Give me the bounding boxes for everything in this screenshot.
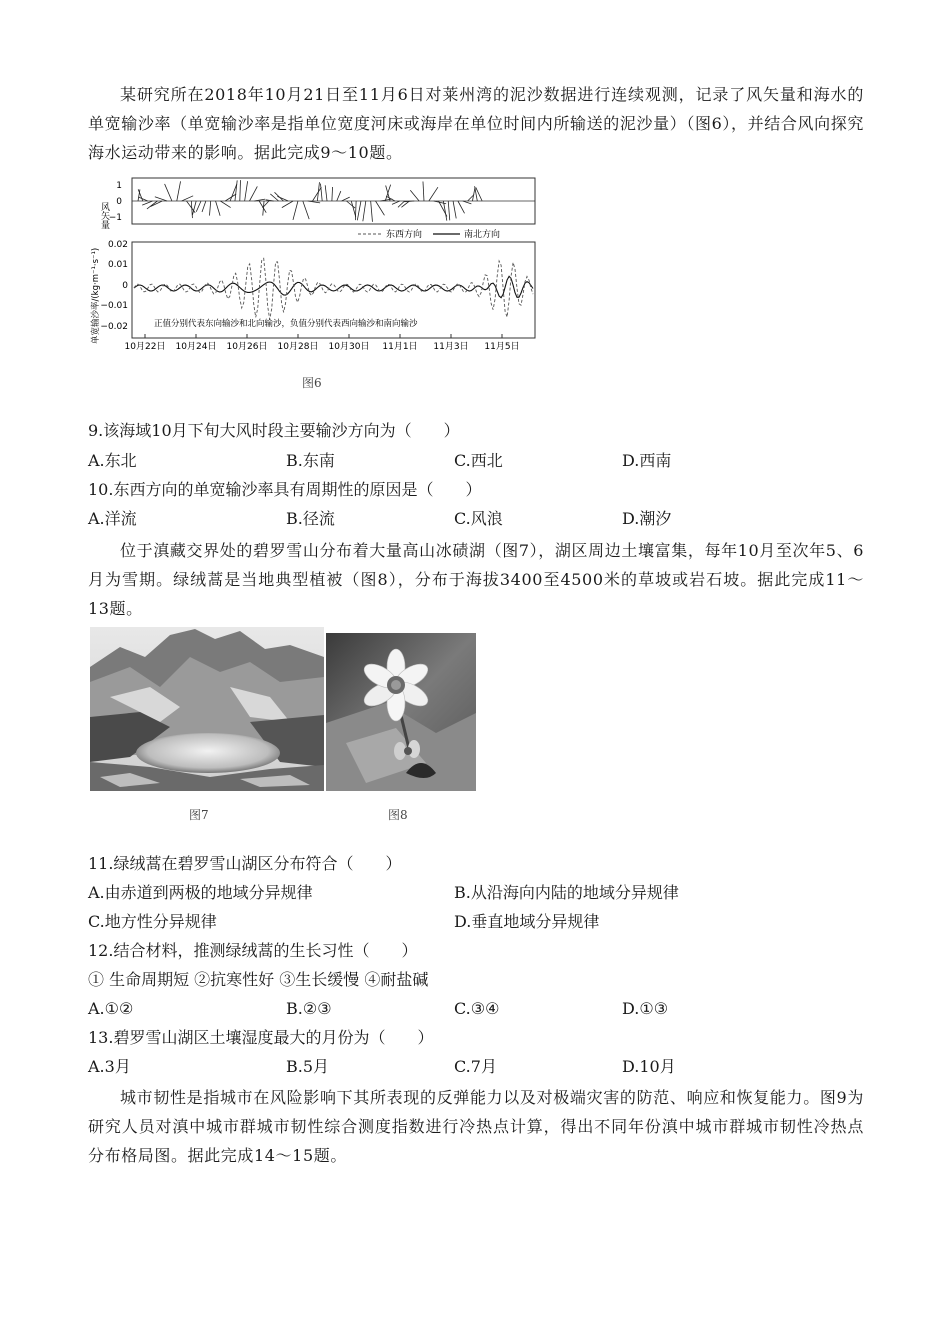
- q10-option-a: A.洋流: [88, 509, 137, 528]
- wind-vector: [463, 201, 472, 204]
- wind-vector: [472, 188, 474, 201]
- wind-vector: [177, 181, 181, 201]
- q9-option-a: A.东北: [88, 451, 137, 470]
- wind-vector: [142, 201, 152, 205]
- wind-vector: [220, 201, 230, 208]
- sediment-y-label: 单宽输沙率/(kg·m⁻¹·s⁻¹): [91, 247, 101, 344]
- wind-vector: [282, 201, 293, 208]
- wind-vector: [355, 201, 356, 220]
- wind-vector: [165, 184, 172, 201]
- x-axis-ticks: [125, 334, 520, 352]
- wind-vector: [423, 181, 424, 201]
- wind-vector: [216, 201, 221, 216]
- q12-option-a: A.①②: [88, 999, 134, 1018]
- wind-vector: [342, 197, 350, 201]
- wind-vector: [259, 201, 266, 213]
- wind-vector: [320, 184, 322, 201]
- wind-vector: [448, 201, 450, 220]
- wind-vector: [147, 201, 157, 209]
- wind-vector: [245, 181, 248, 201]
- q13-option-d: D.10月: [622, 1057, 676, 1076]
- q9-option-d: D.西南: [622, 451, 672, 470]
- wind-vector: [191, 201, 192, 218]
- figure-6-caption: 图6: [302, 376, 322, 390]
- q10-option-b: B.径流: [286, 509, 335, 528]
- figure-7-photo: [90, 627, 324, 795]
- q12-option-c: C.③④: [454, 999, 500, 1018]
- wind-vector: [410, 190, 419, 201]
- figure-8-caption: 图8: [388, 808, 408, 822]
- wind-vector: [392, 201, 400, 204]
- wind-vector: [398, 201, 405, 207]
- flower-photo: [326, 633, 476, 791]
- x-tick-label: 11月5日: [484, 342, 520, 352]
- sed-tick-2: 0.01: [107, 260, 128, 270]
- wind-vector: [453, 201, 456, 218]
- lake-photo: [90, 627, 324, 791]
- wind-vector: [429, 187, 438, 201]
- wind-vector: [202, 201, 206, 212]
- wind-vector: [376, 201, 385, 215]
- q11-option-c: C.地方性分异规律: [88, 912, 217, 931]
- q12-option-d: D.①③: [622, 999, 669, 1018]
- question-12-items: ① 生命周期短 ②抗寒性好 ③生长缓慢 ④耐盐碱: [88, 970, 429, 989]
- q9-option-c: C.西北: [454, 451, 503, 470]
- wind-vector: [371, 201, 373, 222]
- wind-tick-1: 1: [116, 181, 122, 191]
- sed-tick-3: 0: [122, 281, 128, 291]
- wind-vector: [317, 182, 319, 201]
- question-9-stem: 9.该海域10月下旬大风时段主要输沙方向为（ ）: [88, 421, 460, 440]
- wind-vector: [138, 197, 147, 201]
- intro-paragraph-1: 某研究所在2018年10月21日至11月6日对莱州湾的泥沙数据进行连续观测，记录了风矢量和海水的单宽输沙率（单宽输沙率是指单位宽度河床或海岸在单位时间内所输送的泥沙量）（图6），并结合风向探究海水运动带来的影响。据此完成9～10题。: [88, 85, 864, 162]
- question-12-stem: 12.结合材料，推测绿绒蒿的生长习性（ ）: [88, 941, 418, 960]
- figure-7-caption: 图7: [189, 808, 209, 822]
- question-13-stem: 13.碧罗雪山湖区土壤湿度最大的月份为（ ）: [88, 1028, 434, 1047]
- x-tick-label: 10月28日: [277, 342, 319, 352]
- sed-tick-1: 0.02: [107, 240, 128, 250]
- wind-vector: [386, 196, 395, 201]
- wind-vector: [275, 192, 284, 201]
- x-tick-label: 11月3日: [433, 342, 469, 352]
- wind-tick-neg1: −1: [108, 213, 122, 223]
- figure-6: [90, 176, 540, 360]
- sign-convention-note: 正值分别代表东向输沙和北向输沙，负值分别代表西向输沙和南向输沙: [154, 319, 418, 329]
- series-north-south: [134, 276, 533, 297]
- sed-tick-4: −0.01: [100, 301, 128, 311]
- wind-vector: [458, 201, 465, 213]
- wind-vector: [155, 197, 167, 201]
- wind-vector: [325, 185, 327, 201]
- q10-option-c: C.风浪: [454, 509, 503, 528]
- sed-tick-5: −0.02: [100, 322, 128, 332]
- figure-6-chart: [90, 176, 540, 356]
- wind-vector: [235, 180, 237, 201]
- legend-ew-label: 东西方向: [386, 230, 423, 240]
- wind-vector: [351, 201, 356, 217]
- wind-vector: [240, 180, 241, 201]
- wind-vector: [357, 201, 361, 220]
- wind-vector: [332, 187, 333, 201]
- wind-vector: [182, 196, 194, 201]
- wind-vector: [313, 187, 322, 201]
- wind-vector: [196, 201, 201, 212]
- wind-vector: [363, 201, 366, 221]
- wind-vector: [337, 191, 341, 201]
- x-tick-label: 11月1日: [382, 342, 418, 352]
- wind-vector: [346, 201, 355, 208]
- q13-option-a: A.3月: [88, 1057, 131, 1076]
- x-tick-label: 10月30日: [328, 342, 370, 352]
- wind-y-label: 风矢量: [99, 202, 109, 229]
- q13-option-c: C.7月: [454, 1057, 497, 1076]
- q12-option-b: B.②③: [286, 999, 332, 1018]
- legend-ns-label: 南北方向: [464, 230, 501, 240]
- x-tick-label: 10月24日: [175, 342, 217, 352]
- intro-paragraph-3: 城市韧性是指城市在风险影响下其所表现的反弹能力以及对极端灾害的防范、响应和恢复能力。图9为研究人员对滇中城市群城市韧性综合测度指数进行冷热点计算，得出不同年份滇中城市群城市韧性冷热点分布格局图。据此完成14～15题。: [88, 1088, 864, 1165]
- x-tick-label: 10月26日: [226, 342, 268, 352]
- q11-option-d: D.垂直地域分异规律: [454, 912, 600, 931]
- q11-option-b: B.从沿海向内陆的地域分异规律: [454, 883, 679, 902]
- figure-8-photo: [326, 633, 476, 795]
- q10-option-d: D.潮汐: [622, 509, 672, 528]
- wind-vector: [192, 201, 196, 215]
- x-tick-label: 10月22日: [124, 342, 166, 352]
- wind-vector: [303, 201, 309, 219]
- wind-tick-0: 0: [116, 197, 122, 207]
- q13-option-b: B.5月: [286, 1057, 330, 1076]
- intro-paragraph-2: 位于滇藏交界处的碧罗雪山分布着大量高山冰碛湖（图7），湖区周边土壤富集，每年10月至次年5、6月为雪期。绿绒蒿是当地典型植被（图8），分布于海拔3400至4500米的草坡或岩石坡。据此完成11～13题。: [88, 541, 864, 618]
- q9-option-b: B.东南: [286, 451, 335, 470]
- question-11-stem: 11.绿绒蒿在碧罗雪山湖区分布符合（ ）: [88, 854, 402, 873]
- question-10-stem: 10.东西方向的单宽输沙率具有周期性的原因是（ ）: [88, 480, 482, 499]
- q11-option-a: A.由赤道到两极的地域分异规律: [88, 883, 313, 902]
- wind-vector: [293, 201, 298, 220]
- wind-vector: [249, 186, 257, 201]
- sediment-y-ticks: [100, 240, 128, 332]
- wind-vector: [209, 201, 210, 216]
